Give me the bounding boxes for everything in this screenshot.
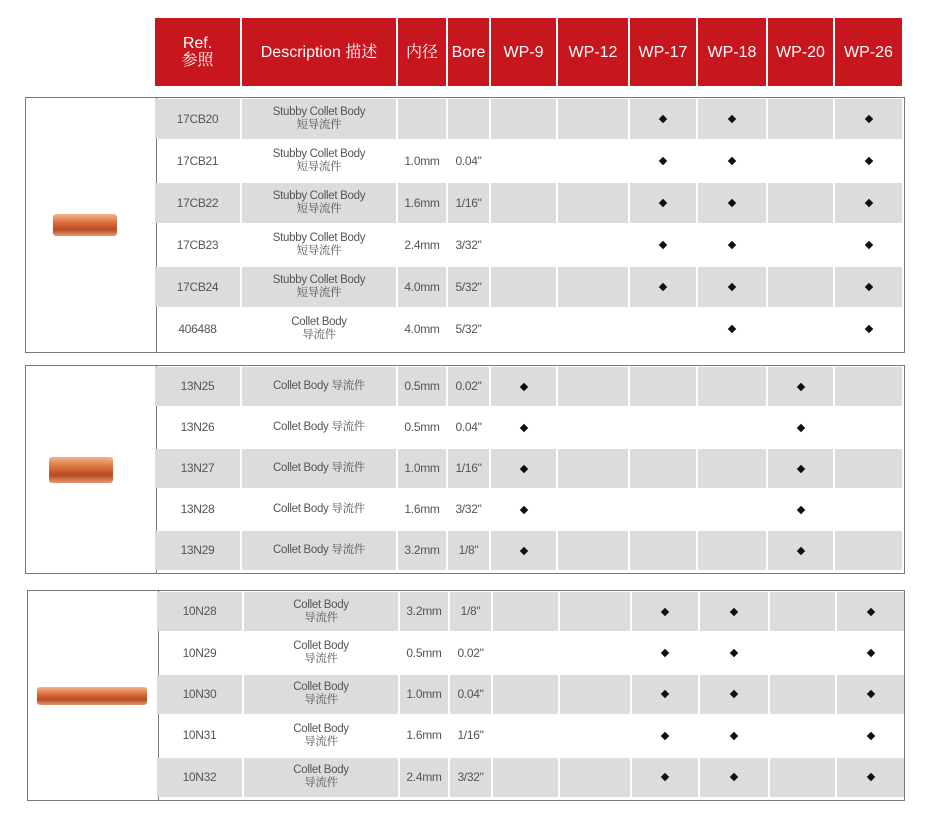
fit-cell-wp-26 xyxy=(835,267,902,307)
fit-cell-wp-12 xyxy=(558,99,628,139)
bore-cell: 0.02" xyxy=(448,367,489,406)
description-en: Collet Body xyxy=(293,722,349,735)
fit-cell-wp-12 xyxy=(558,490,628,529)
description-cn: 导流件 xyxy=(304,777,338,790)
description-cell xyxy=(242,449,396,488)
fit-cell-wp-18 xyxy=(698,309,766,349)
fit-cell-wp-20 xyxy=(768,141,833,181)
description-cell xyxy=(242,367,396,406)
diamond-icon xyxy=(661,649,669,657)
fit-cell-wp-12 xyxy=(558,309,628,349)
fit-cell-wp-26 xyxy=(835,408,902,447)
fit-cell-wp-12 xyxy=(558,531,628,570)
fit-cell-wp-26 xyxy=(837,716,904,755)
bore-cell: 3/32" xyxy=(455,237,482,252)
description-en: Stubby Collet Body xyxy=(272,148,366,160)
ref-cell: 17CB23 xyxy=(176,237,219,252)
ref-cell: 17CB24 xyxy=(155,267,240,307)
fit-cell-wp-18 xyxy=(700,633,768,672)
fit-cell-wp-12 xyxy=(558,367,628,406)
diamond-icon xyxy=(866,732,874,740)
description-cell xyxy=(244,675,398,714)
fit-cell-wp-17 xyxy=(630,531,696,570)
fit-cell-wp-9 xyxy=(491,309,556,349)
fit-cell-wp-20 xyxy=(768,531,833,570)
diamond-icon xyxy=(519,382,527,390)
fit-cell-wp-18 xyxy=(698,267,766,307)
diamond-icon xyxy=(796,505,804,513)
bore-cell: 5/32" xyxy=(448,267,489,307)
description-cn: 短导流件 xyxy=(296,203,342,215)
fit-cell-wp-9 xyxy=(493,675,558,714)
inner-diameter-cell: 1.0mm xyxy=(398,449,446,488)
fit-cell-wp-26 xyxy=(837,675,904,714)
fit-cell-wp-12 xyxy=(560,592,630,631)
description-cell xyxy=(244,758,398,797)
ref-cell: 10N28 xyxy=(157,592,242,631)
bore-cell: 1/8" xyxy=(448,531,489,570)
bore-cell xyxy=(448,99,489,139)
diamond-icon xyxy=(864,283,872,291)
diamond-icon xyxy=(659,115,667,123)
fit-cell-wp-26 xyxy=(837,758,904,797)
inner-diameter-cell: 1.6mm xyxy=(406,728,442,743)
description-en: Collet Body xyxy=(293,681,349,694)
description-cn: 导流件 xyxy=(304,611,338,624)
fit-cell-wp-9 xyxy=(491,490,556,529)
fit-cell-wp-26 xyxy=(835,309,902,349)
fit-cell-wp-12 xyxy=(558,183,628,223)
inner-diameter-cell: 3.2mm xyxy=(398,531,446,570)
description-en: Stubby Collet Body xyxy=(272,106,366,118)
fit-cell-wp-18 xyxy=(698,225,766,265)
fit-cell-wp-12 xyxy=(558,225,628,265)
fit-cell-wp-9 xyxy=(491,225,556,265)
description-cell xyxy=(242,267,396,307)
diamond-icon xyxy=(866,773,874,781)
fit-cell-wp-20 xyxy=(768,367,833,406)
fit-cell-wp-17 xyxy=(630,99,696,139)
inner-diameter-cell xyxy=(398,99,446,139)
description-cn: 短导流件 xyxy=(296,161,342,173)
diamond-icon xyxy=(728,325,736,333)
fit-cell-wp-26 xyxy=(835,449,902,488)
header-model-wp-17: WP-17 xyxy=(630,18,696,86)
bore-cell: 5/32" xyxy=(455,321,482,336)
diamond-icon xyxy=(728,199,736,207)
description-cell xyxy=(242,408,396,447)
description-en: Stubby Collet Body xyxy=(272,232,366,244)
fit-cell-wp-17 xyxy=(632,592,698,631)
diamond-icon xyxy=(796,546,804,554)
fit-cell-wp-20 xyxy=(770,758,835,797)
fit-cell-wp-26 xyxy=(835,490,902,529)
description-en: Collet Body xyxy=(291,316,347,328)
diamond-icon xyxy=(796,382,804,390)
fit-cell-wp-18 xyxy=(700,675,768,714)
diamond-icon xyxy=(728,115,736,123)
fit-cell-wp-9 xyxy=(491,99,556,139)
fit-cell-wp-26 xyxy=(837,633,904,672)
header-inner-diameter: 内径 xyxy=(398,18,446,86)
diamond-icon xyxy=(730,690,738,698)
fit-cell-wp-26 xyxy=(835,141,902,181)
inner-diameter-cell: 4.0mm xyxy=(398,267,446,307)
ref-cell: 13N26 xyxy=(180,420,215,434)
fit-cell-wp-17 xyxy=(630,490,696,529)
fit-cell-wp-20 xyxy=(768,225,833,265)
inner-diameter-cell: 1.6mm xyxy=(404,502,440,516)
bore-cell: 0.04" xyxy=(450,675,491,714)
inner-diameter-cell: 2.4mm xyxy=(404,237,440,252)
bore-cell: 0.02" xyxy=(457,645,484,660)
fit-cell-wp-18 xyxy=(700,758,768,797)
description-cell xyxy=(242,531,396,570)
inner-diameter-cell: 1.0mm xyxy=(404,153,440,168)
fit-cell-wp-9 xyxy=(493,716,558,755)
description-cn: 短导流件 xyxy=(296,119,342,131)
fit-cell-wp-12 xyxy=(558,141,628,181)
diamond-icon xyxy=(519,464,527,472)
collet-body-13n-photo xyxy=(49,457,113,483)
diamond-icon xyxy=(864,199,872,207)
diamond-icon xyxy=(730,773,738,781)
bore-cell: 1/8" xyxy=(450,592,491,631)
fit-cell-wp-9 xyxy=(493,592,558,631)
fit-cell-wp-26 xyxy=(835,225,902,265)
description-en: Collet Body 导流件 xyxy=(272,462,365,474)
description-en: Collet Body 导流件 xyxy=(272,503,365,515)
description-cell xyxy=(242,490,396,529)
fit-cell-wp-20 xyxy=(770,633,835,672)
fit-cell-wp-12 xyxy=(560,716,630,755)
diamond-icon xyxy=(864,115,872,123)
description-cn: 短导流件 xyxy=(296,287,342,299)
diamond-icon xyxy=(519,505,527,513)
fit-cell-wp-26 xyxy=(837,592,904,631)
description-en: Stubby Collet Body xyxy=(272,190,366,202)
fit-cell-wp-17 xyxy=(632,758,698,797)
fit-cell-wp-18 xyxy=(698,141,766,181)
diamond-icon xyxy=(659,241,667,249)
ref-cell: 10N30 xyxy=(157,675,242,714)
diamond-icon xyxy=(730,607,738,615)
inner-diameter-cell: 4.0mm xyxy=(404,321,440,336)
diamond-icon xyxy=(659,199,667,207)
description-cn: 导流件 xyxy=(304,694,338,707)
diamond-icon xyxy=(728,241,736,249)
ref-cell: 17CB22 xyxy=(155,183,240,223)
fit-cell-wp-26 xyxy=(835,531,902,570)
diamond-icon xyxy=(519,423,527,431)
fit-cell-wp-9 xyxy=(491,141,556,181)
fit-cell-wp-9 xyxy=(493,758,558,797)
diamond-icon xyxy=(728,157,736,165)
description-en: Collet Body 导流件 xyxy=(272,544,365,556)
diamond-icon xyxy=(864,241,872,249)
header-bore: Bore xyxy=(448,18,489,86)
description-cn: 短导流件 xyxy=(296,245,342,257)
diamond-icon xyxy=(730,732,738,740)
description-cn: 导流件 xyxy=(304,735,338,748)
diamond-icon xyxy=(866,690,874,698)
description-cell xyxy=(244,716,398,755)
ref-cell: 406488 xyxy=(178,321,217,336)
collet-body-10n-photo xyxy=(37,687,147,705)
fit-cell-wp-18 xyxy=(698,99,766,139)
description-cell xyxy=(242,309,396,349)
fit-cell-wp-17 xyxy=(632,675,698,714)
fit-cell-wp-9 xyxy=(491,408,556,447)
fit-cell-wp-20 xyxy=(770,716,835,755)
diamond-icon xyxy=(866,649,874,657)
bore-cell: 1/16" xyxy=(448,449,489,488)
bore-cell: 3/32" xyxy=(455,502,482,516)
fit-cell-wp-9 xyxy=(493,633,558,672)
header-model-wp-18: WP-18 xyxy=(698,18,766,86)
ref-cell: 17CB20 xyxy=(155,99,240,139)
ref-cell: 10N32 xyxy=(157,758,242,797)
fit-cell-wp-18 xyxy=(698,449,766,488)
fit-cell-wp-9 xyxy=(491,367,556,406)
fit-cell-wp-17 xyxy=(630,449,696,488)
header-model-wp-20: WP-20 xyxy=(768,18,833,86)
inner-diameter-cell: 2.4mm xyxy=(400,758,448,797)
inner-diameter-cell: 3.2mm xyxy=(400,592,448,631)
inner-diameter-cell: 0.5mm xyxy=(398,367,446,406)
fit-cell-wp-17 xyxy=(632,716,698,755)
ref-cell: 17CB21 xyxy=(176,153,219,168)
header-ref: Ref. 参照 xyxy=(155,18,240,86)
diamond-icon xyxy=(661,690,669,698)
fit-cell-wp-17 xyxy=(632,633,698,672)
fit-cell-wp-18 xyxy=(700,592,768,631)
description-cell xyxy=(244,633,398,672)
bore-cell: 3/32" xyxy=(450,758,491,797)
fit-cell-wp-26 xyxy=(835,367,902,406)
ref-cell: 10N29 xyxy=(182,645,217,660)
diamond-icon xyxy=(659,283,667,291)
fit-cell-wp-17 xyxy=(630,309,696,349)
header-model-wp-12: WP-12 xyxy=(558,18,628,86)
ref-cell: 13N28 xyxy=(180,502,215,516)
stubby-collet-body-photo xyxy=(53,214,117,236)
description-en: Collet Body xyxy=(293,598,349,611)
ref-cell: 13N29 xyxy=(155,531,240,570)
fit-cell-wp-17 xyxy=(630,367,696,406)
fit-cell-wp-18 xyxy=(698,531,766,570)
diamond-icon xyxy=(519,546,527,554)
diamond-icon xyxy=(796,423,804,431)
inner-diameter-cell: 0.5mm xyxy=(406,645,442,660)
fit-cell-wp-18 xyxy=(698,367,766,406)
diamond-icon xyxy=(661,773,669,781)
fit-cell-wp-12 xyxy=(560,675,630,714)
fit-cell-wp-17 xyxy=(630,408,696,447)
diamond-icon xyxy=(866,607,874,615)
description-en: Collet Body xyxy=(293,640,349,653)
bore-cell: 0.04" xyxy=(455,153,482,168)
bore-cell: 1/16" xyxy=(457,728,484,743)
description-cell xyxy=(242,99,396,139)
fit-cell-wp-18 xyxy=(700,716,768,755)
fit-cell-wp-12 xyxy=(560,633,630,672)
fit-cell-wp-9 xyxy=(491,183,556,223)
inner-diameter-cell: 1.6mm xyxy=(398,183,446,223)
fit-cell-wp-20 xyxy=(768,309,833,349)
description-en: Collet Body 导流件 xyxy=(272,380,365,392)
fit-cell-wp-12 xyxy=(560,758,630,797)
diamond-icon xyxy=(730,649,738,657)
diamond-icon xyxy=(661,732,669,740)
header-model-wp-26: WP-26 xyxy=(835,18,902,86)
bore-cell: 0.04" xyxy=(455,420,482,434)
fit-cell-wp-20 xyxy=(768,449,833,488)
fit-cell-wp-20 xyxy=(768,490,833,529)
ref-cell: 13N25 xyxy=(155,367,240,406)
diamond-icon xyxy=(864,325,872,333)
description-cell xyxy=(242,225,396,265)
fit-cell-wp-12 xyxy=(558,267,628,307)
diamond-icon xyxy=(659,157,667,165)
fit-cell-wp-20 xyxy=(770,592,835,631)
fit-cell-wp-17 xyxy=(630,183,696,223)
description-cell xyxy=(242,141,396,181)
inner-diameter-cell: 0.5mm xyxy=(404,420,440,434)
fit-cell-wp-9 xyxy=(491,449,556,488)
description-en: Collet Body xyxy=(293,764,349,777)
fit-cell-wp-17 xyxy=(630,225,696,265)
header-description: Description 描述 xyxy=(242,18,396,86)
fit-cell-wp-17 xyxy=(630,141,696,181)
description-cell xyxy=(244,592,398,631)
description-cn: 导流件 xyxy=(304,653,338,666)
fit-cell-wp-26 xyxy=(835,183,902,223)
diamond-icon xyxy=(864,157,872,165)
fit-cell-wp-12 xyxy=(558,408,628,447)
diamond-icon xyxy=(796,464,804,472)
inner-diameter-cell: 1.0mm xyxy=(400,675,448,714)
ref-cell: 13N27 xyxy=(155,449,240,488)
description-en: Stubby Collet Body xyxy=(272,274,366,286)
fit-cell-wp-12 xyxy=(558,449,628,488)
fit-cell-wp-20 xyxy=(768,267,833,307)
bore-cell: 1/16" xyxy=(448,183,489,223)
description-en: Collet Body 导流件 xyxy=(272,421,365,433)
fit-cell-wp-18 xyxy=(698,490,766,529)
fit-cell-wp-20 xyxy=(768,99,833,139)
fit-cell-wp-26 xyxy=(835,99,902,139)
fit-cell-wp-20 xyxy=(770,675,835,714)
diamond-icon xyxy=(661,607,669,615)
fit-cell-wp-20 xyxy=(768,183,833,223)
fit-cell-wp-9 xyxy=(491,531,556,570)
fit-cell-wp-9 xyxy=(491,267,556,307)
fit-cell-wp-20 xyxy=(768,408,833,447)
fit-cell-wp-17 xyxy=(630,267,696,307)
fit-cell-wp-18 xyxy=(698,183,766,223)
ref-cell: 10N31 xyxy=(182,728,217,743)
fit-cell-wp-18 xyxy=(698,408,766,447)
header-model-wp-9: WP-9 xyxy=(491,18,556,86)
description-cell xyxy=(242,183,396,223)
description-cn: 导流件 xyxy=(302,329,336,341)
diamond-icon xyxy=(728,283,736,291)
